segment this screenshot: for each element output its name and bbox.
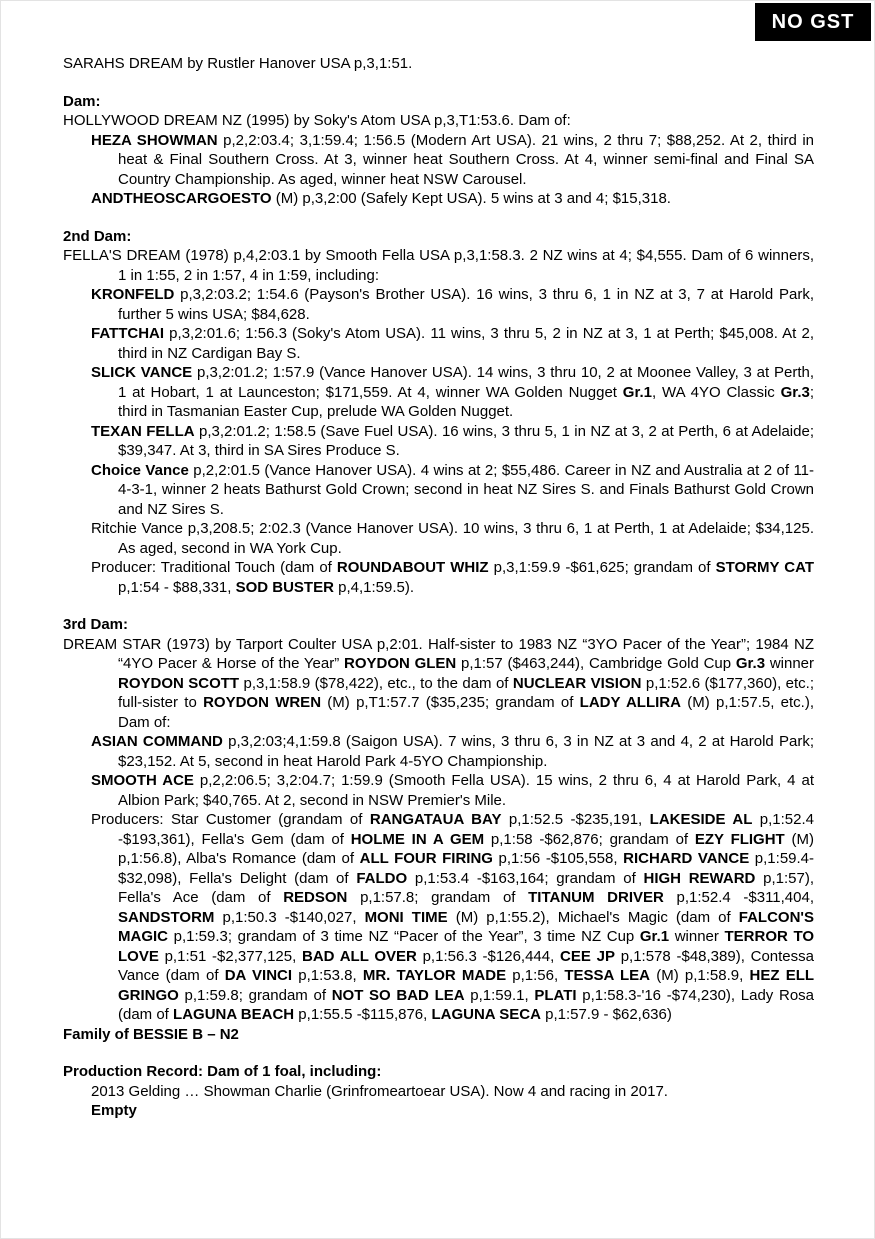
no-gst-badge: NO GST: [755, 3, 871, 41]
text-run: Ritchie Vance p,3,208.5; 2:02.3 (Vance Hanover USA). 10 wins, 3 thru 6, 1 at Perth, 1 at Adelaide; $34,125. As aged, second in WA York Cup.: [91, 520, 814, 557]
bold-run: CEE JP: [560, 947, 615, 965]
bold-run: KRONFELD: [91, 286, 175, 303]
bold-run: NUCLEAR VISION: [512, 674, 642, 692]
text-run: Family of BESSIE B – N2: [63, 1025, 239, 1043]
bold-run: SANDSTORM: [118, 908, 215, 926]
bold-run: TESSA LEA: [564, 967, 651, 984]
horse-title: SARAHS DREAM by Rustler Hanover USA p,3,1:51.: [63, 55, 413, 72]
text-run: p,3,2:01.2; 1:57.9 (Vance Hanover USA). 14 wins, 3 thru 10, 2 at Moonee Valley, 3 at Perth, 1 at Hobart, 1 at Launceston; $171,559. At 4, winner WA Golden Nugget: [118, 364, 814, 401]
entry-smooth-ace: [63, 771, 814, 810]
dam-section: [63, 92, 814, 209]
producer-paragraph: [63, 558, 814, 597]
text-run: HOLLYWOOD DREAM NZ (1995) by Soky's Atom USA p,3,T1:53.6. Dam of:: [63, 112, 571, 129]
document-body: [63, 92, 814, 1121]
dam-name-paragraph: [63, 111, 814, 131]
bold-run: BAD ALL OVER: [302, 947, 417, 965]
text-run: p,3,2:01.2; 1:58.5 (Save Fuel USA). 16 wins, 3 thru 5, 1 in NZ at 3, 2 at Perth, 6 at Adelaide; $39,347. At 3, third in SA Sires Produce S.: [118, 422, 814, 459]
text-run: p,1:51 -$2,377,125,: [158, 947, 303, 965]
text-run: p,1:53.8,: [292, 967, 363, 984]
text-run: p,1:50.3 -$140,027,: [214, 908, 365, 926]
text-run: Producer: Traditional Touch (dam of: [91, 559, 337, 576]
bold-run: Empty: [91, 1102, 137, 1119]
text-run: FELLA'S DREAM (1978) p,4,2:03.1 by Smooth Fella USA p,3,1:58.3. 2 NZ wins at 4; $4,555. Dam of 6 winners, 1 in 1:55, 2 in 1:57, 4 in 1:59, including:: [63, 247, 814, 284]
text-run: p,1:59.1,: [464, 986, 535, 1004]
text-run: p,1:53.4 -$163,164; grandam of: [407, 869, 644, 887]
bold-run: TERROR TO LOVE: [118, 928, 815, 965]
text-run: p,1:578 -$48,389), Contessa Vance (dam of: [118, 947, 814, 984]
bold-run: RANGATAUA BAY: [369, 811, 502, 828]
text-run: , WA 4YO Classic: [651, 383, 781, 401]
entry-texan-fella: [63, 422, 814, 461]
producers-paragraph: [63, 810, 814, 1025]
entry-fattchai: [63, 324, 814, 363]
text-run: p,1:58 -$62,876; grandam of: [484, 830, 695, 848]
text-run: p,2,2:06.5; 3,2:04.7; 1:59.9 (Smooth Fella USA). 15 wins, 2 thru 6, 4 at Harold Park, 4 at Albion Park; $40,765. At 2, second in NSW Premier's Mile.: [118, 772, 814, 809]
text-run: p,2,2:03.4; 3,1:59.4; 1:56.5 (Modern Art USA). 21 wins, 2 thru 7; $88,252. At 2, third in heat & Final Southern Cross. At 3, winner heat Southern Cross. At 4, winner semi-final and Final SA Country Championship. As aged, winner heat NSW Carousel.: [118, 131, 814, 188]
production-record-section: [63, 1062, 814, 1121]
text-run: p,1:57), Fella's Ace (dam of: [118, 869, 814, 906]
entry-andtheoscargoesto: [63, 189, 814, 209]
entry-slick-vance: [63, 363, 814, 422]
text-run: p,1:59.3; grandam of 3 time NZ “Pacer of the Year”, 3 time NZ Cup: [168, 928, 640, 945]
bold-run: ASIAN COMMAND: [91, 733, 223, 750]
bold-run: STORMY CAT: [715, 559, 814, 576]
text-run: p,1:59.8; grandam of: [178, 986, 332, 1004]
entry-heza-showman: [63, 131, 814, 190]
pedigree-content: [63, 54, 814, 1121]
bold-run: Gr.1: [639, 928, 670, 945]
bold-run: LAKESIDE AL: [649, 811, 753, 828]
text-run: p,1:56,: [506, 967, 565, 984]
bold-run: Choice Vance: [91, 461, 189, 479]
bold-run: ROYDON GLEN: [343, 655, 457, 672]
text-run: Producers: Star Customer (grandam of: [91, 811, 370, 828]
bold-run: Gr.3: [780, 383, 810, 401]
text-run: p,1:57.9 - $62,636): [540, 1006, 672, 1023]
bold-run: FALDO: [356, 869, 408, 887]
bold-run: REDSON: [283, 889, 348, 906]
text-run: p,3,2:03;4,1:59.8 (Saigon USA). 7 wins, 3 thru 6, 3 in NZ at 3 and 4, 2 at Harold Park; $23,152. At 5, second in heat Harold Park 4-5YO Championship.: [118, 733, 815, 770]
bold-run: EZY FLIGHT: [694, 830, 785, 848]
text-run: p,1:58.3-'16 -$74,230), Lady Rosa (dam of: [118, 986, 815, 1023]
text-run: (M) p,1:55.2), Michael's Magic (dam of: [447, 908, 739, 926]
text-run: p,3,2:01.6; 1:56.3 (Soky's Atom USA). 11 wins, 3 thru 5, 2 in NZ at 3, 1 at Perth; $45,008. At 2, third in NZ Cardigan Bay S.: [118, 325, 814, 362]
second-dam-section: [63, 227, 814, 598]
text-run: p,1:52.6 ($177,360), etc.; full-sister to: [118, 674, 814, 711]
production-record-heading: Production Record: Dam of 1 foal, including:: [63, 1063, 382, 1080]
bold-run: FALCON'S MAGIC: [118, 908, 814, 945]
text-run: winner: [765, 655, 815, 672]
text-run: (M) p,1:56.8), Alba's Romance (dam of: [118, 830, 814, 867]
foal-2013-line: [63, 1082, 814, 1102]
family-line: [63, 1025, 814, 1045]
text-run: 2013 Gelding … Showman Charlie (Grinfromeartoear USA). Now 4 and racing in 2017.: [91, 1082, 668, 1100]
text-run: (M) p,1:58.9,: [650, 967, 750, 984]
text-run: p,3,2:03.2; 1:54.6 (Payson's Brother USA). 16 wins, 3 thru 6, 1 in NZ at 3, 7 at Harold Park, further 5 wins USA; $84,628.: [118, 286, 814, 323]
bold-run: RICHARD VANCE: [623, 850, 750, 867]
third-dam-section: [63, 615, 814, 1044]
bold-run: SLICK VANCE: [91, 364, 193, 381]
bold-run: DA VINCI: [224, 967, 293, 984]
bold-run: SMOOTH ACE: [91, 772, 194, 789]
bold-run: SOD BUSTER: [235, 578, 334, 596]
bold-run: ANDTHEOSCARGOESTO: [91, 190, 272, 207]
bold-run: LADY ALLIRA: [579, 694, 681, 711]
bold-run: HOLME IN A GEM: [350, 830, 485, 848]
bold-run: FATTCHAI: [91, 325, 165, 342]
entry-kronfeld: [63, 285, 814, 324]
bold-run: NOT SO BAD LEA: [331, 986, 465, 1004]
text-run: p,4,1:59.5).: [333, 578, 414, 596]
dam-heading: Dam:: [63, 92, 101, 110]
third-dam-name-paragraph: [63, 635, 814, 733]
bold-run: PLATI: [534, 986, 577, 1004]
text-run: p,1:52.4 -$193,361), Fella's Gem (dam of: [118, 811, 814, 848]
text-run: DREAM STAR (1973) by Tarport Coulter USA p,2:01. Half-sister to 1983 NZ “3YO Pacer of the Year”; 1984 NZ “4YO Pacer & Horse of the Year”: [63, 635, 814, 672]
bold-run: Gr.3: [735, 655, 766, 672]
second-dam-heading: 2nd Dam:: [63, 227, 132, 245]
bold-run: HIGH REWARD: [643, 869, 756, 887]
bold-run: HEZA SHOWMAN: [91, 131, 218, 149]
text-run: p,2,2:01.5 (Vance Hanover USA). 4 wins at 2; $55,486. Career in NZ and Australia at 2 of 11-4-3-1, winner 2 heats Bathurst Gold Crown; second in heat NZ Sires S. and Finals Bathurst Gold Crown and NZ Sires S.: [118, 461, 815, 518]
text-run: ; third in Tasmanian Easter Cup, prelude WA Golden Nugget.: [118, 383, 814, 420]
bold-run: MONI TIME: [364, 908, 448, 926]
bold-run: Gr.1: [622, 383, 652, 401]
text-run: (M) p,3,2:00 (Safely Kept USA). 5 wins at 3 and 4; $15,318.: [271, 190, 671, 207]
text-run: p,1:52.4 -$311,404,: [663, 889, 815, 906]
entry-asian-command: [63, 732, 814, 771]
text-run: p,1:57.8; grandam of: [347, 889, 529, 906]
empty-status-line: [63, 1101, 814, 1121]
text-run: p,1:55.5 -$115,876,: [294, 1006, 432, 1023]
bold-run: ROYDON WREN: [203, 694, 322, 711]
second-dam-name-paragraph: [63, 246, 814, 285]
text-run: p,1:59.4- $32,098), Fella's Delight (dam of: [118, 850, 815, 887]
bold-run: ALL FOUR FIRING: [359, 850, 493, 867]
text-run: p,1:54 - $88,331,: [118, 578, 236, 596]
entry-ritchie-vance: [63, 519, 814, 558]
text-run: winner: [669, 928, 725, 945]
bold-run: TITANUM DRIVER: [528, 889, 664, 906]
text-run: p,3,1:58.9 ($78,422), etc., to the dam of: [239, 674, 513, 692]
bold-run: LAGUNA BEACH: [173, 1006, 295, 1023]
bold-run: LAGUNA SECA: [431, 1006, 541, 1023]
bold-run: ROUNDABOUT WHIZ: [336, 559, 489, 576]
text-run: p,1:52.5 -$235,191,: [501, 811, 650, 828]
entry-choice-vance: [63, 461, 814, 520]
text-run: (M) p,T1:57.7 ($35,235; grandam of: [321, 694, 580, 711]
text-run: p,1:56.3 -$126,444,: [416, 947, 561, 965]
bold-run: MR. TAYLOR MADE: [362, 967, 507, 984]
text-run: p,1:56 -$105,558,: [492, 850, 624, 867]
text-run: p,3,1:59.9 -$61,625; grandam of: [488, 559, 716, 576]
bold-run: HEZ ELL GRINGO: [118, 967, 815, 1004]
third-dam-heading: 3rd Dam:: [63, 616, 129, 633]
bold-run: ROYDON SCOTT: [118, 674, 240, 692]
bold-run: TEXAN FELLA: [91, 422, 195, 440]
text-run: p,1:57 ($463,244), Cambridge Gold Cup: [456, 655, 736, 672]
text-run: (M) p,1:57.5, etc.), Dam of:: [118, 694, 814, 731]
